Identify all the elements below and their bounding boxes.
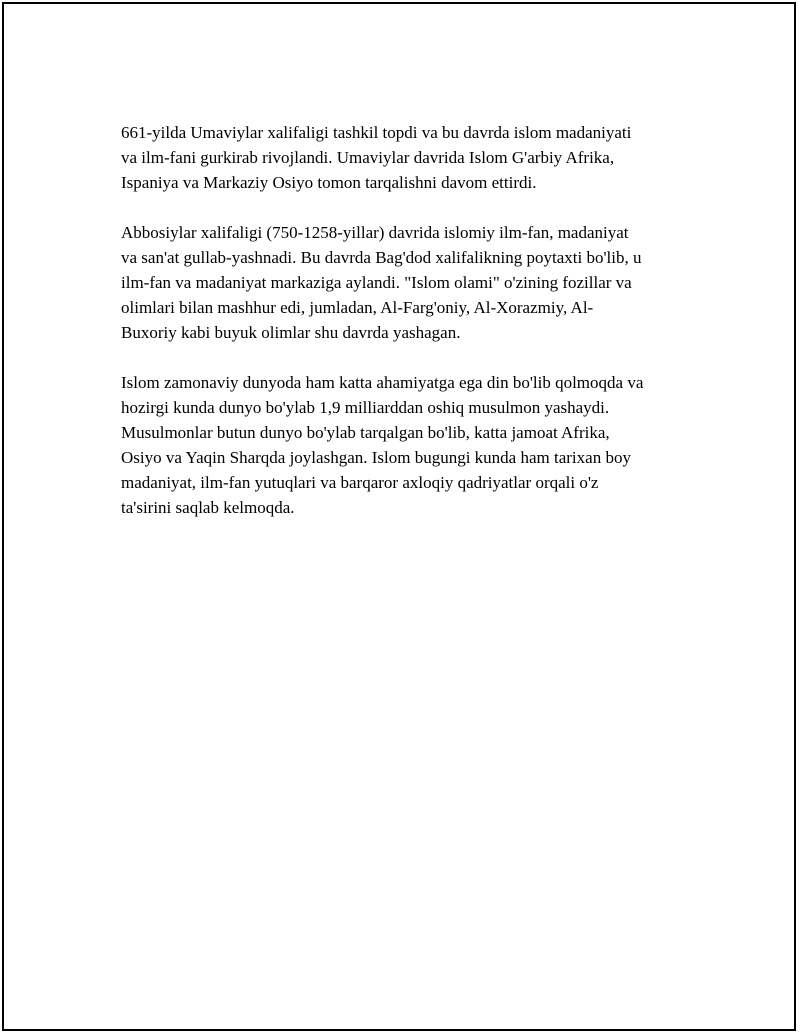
text-line: Abbosiylar xalifaligi (750-1258-yillar) davrida islomiy ilm-fan, madaniyat [121,223,629,242]
text-line: hozirgi kunda dunyo bo'ylab 1,9 milliarddan oshiq musulmon yashaydi. [121,398,610,417]
text-line: ta'sirini saqlab kelmoqda. [121,498,295,517]
text-line: madaniyat, ilm-fan yutuqlari va barqaror axloqiy qadriyatlar orqali o'z [121,473,599,492]
paragraph-abbosiylar [121,220,693,345]
text-line: Buxoriy kabi buyuk olimlar shu davrda yashagan. [121,323,461,342]
paragraph-zamonaviy-islom [121,370,693,520]
text-line: olimlari bilan mashhur edi, jumladan, Al-Farg'oniy, Al-Xorazmiy, Al- [121,298,594,317]
text-line: ilm-fan va madaniyat markaziga aylandi. "Islom olami" o'zining fozillar va [121,273,632,292]
text-line: Ispaniya va Markaziy Osiyo tomon tarqalishni davom ettirdi. [121,173,537,192]
text-line: va ilm-fani gurkirab rivojlandi. Umaviylar davrida Islom G'arbiy Afrika, [121,148,615,167]
text-line: va san'at gullab-yashnadi. Bu davrda Bag'dod xalifalikning poytaxti bo'lib, u [121,248,642,267]
page-frame [2,2,796,1031]
document-body [121,120,693,545]
paragraph-umaviylar [121,120,693,195]
text-line: Osiyo va Yaqin Sharqda joylashgan. Islom bugungi kunda ham tarixan boy [121,448,631,467]
text-line: Islom zamonaviy dunyoda ham katta ahamiyatga ega din bo'lib qolmoqda va [121,373,644,392]
text-line: 661-yilda Umaviylar xalifaligi tashkil topdi va bu davrda islom madaniyati [121,123,632,142]
text-line: Musulmonlar butun dunyo bo'ylab tarqalgan bo'lib, katta jamoat Afrika, [121,423,610,442]
